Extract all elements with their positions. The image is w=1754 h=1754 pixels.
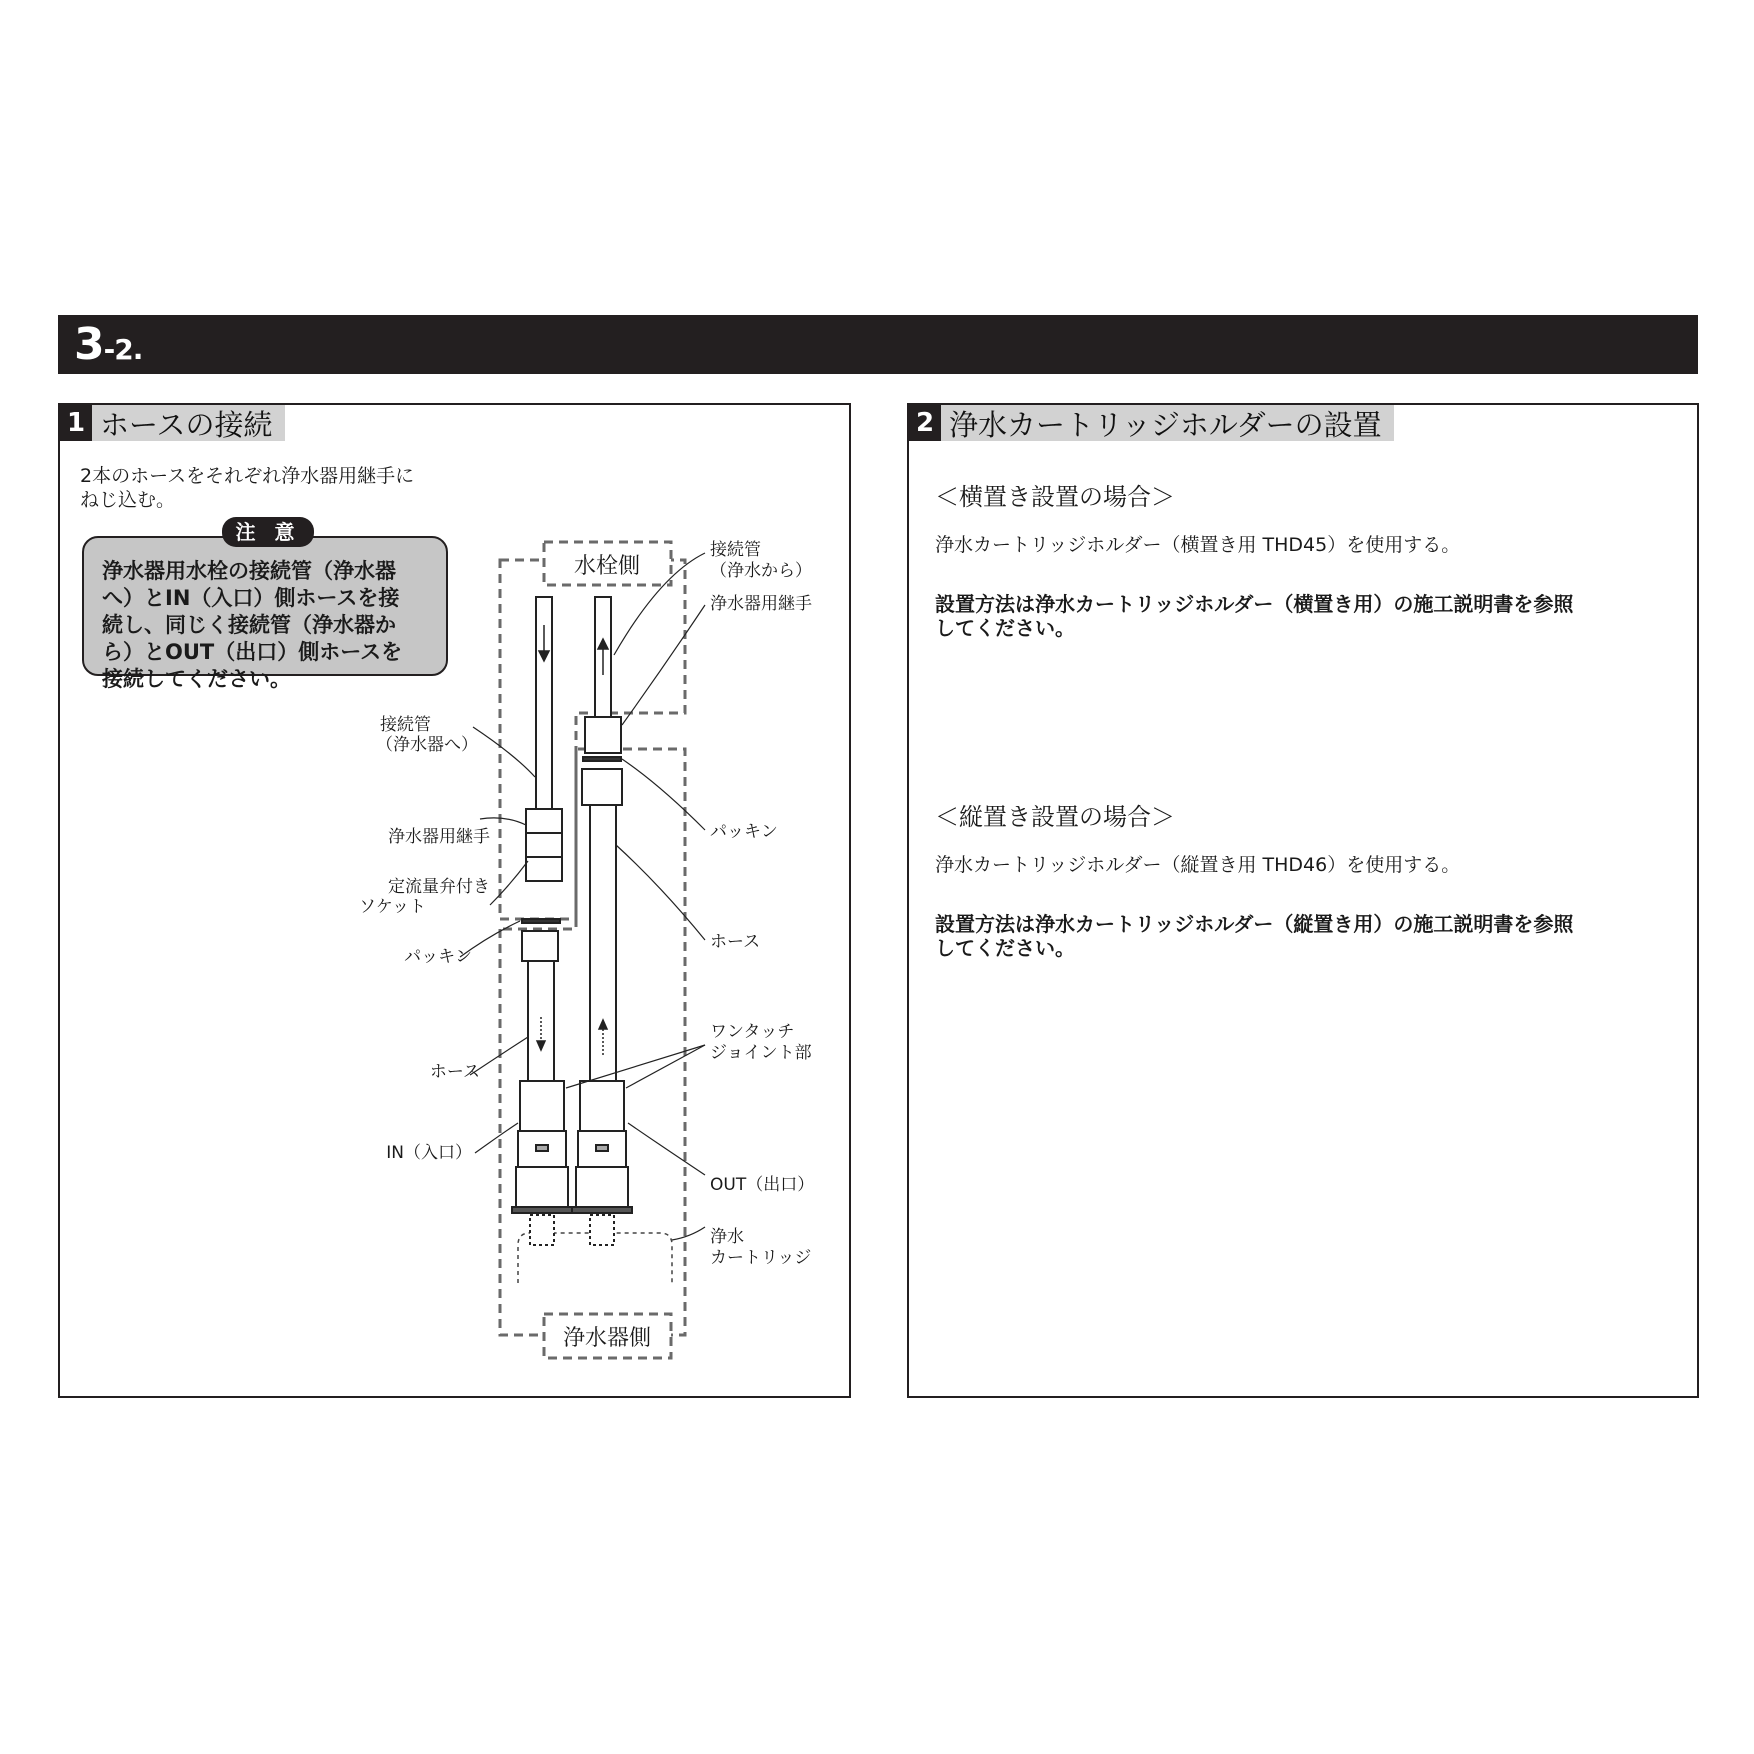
section-header-bar — [58, 315, 1698, 374]
caution-line: 続し、同じく接続管（浄水器か — [102, 613, 396, 637]
label-socket: 定流量弁付き — [388, 877, 490, 897]
panel-hose-connection — [58, 403, 851, 1398]
caution-line: ら）とOUT（出口）側ホースを — [102, 640, 403, 664]
right-joint — [585, 717, 621, 753]
left-onetouch-joint — [520, 1081, 564, 1131]
label-joint-left: 浄水器用継手 — [388, 827, 490, 847]
purifier-side-label: 浄水器側 — [562, 1326, 652, 1351]
vertical-note-line-1: 設置方法は浄水カートリッジホルダー（縦置き用）の施工説明書を参照 — [935, 912, 1574, 936]
panel-cartridge-holder — [907, 403, 1699, 1398]
panel2-heading: 浄水カートリッジホルダーの設置 — [949, 407, 1382, 442]
vertical-note — [935, 912, 1573, 960]
section-number — [74, 319, 142, 370]
label-cartridge-sub: カートリッジ — [710, 1248, 812, 1268]
horizontal-text: 浄水カートリッジホルダー（横置き用 THD45）を使用する。 — [935, 534, 1461, 556]
vertical-note-line-2: してください。 — [935, 936, 1075, 960]
left-hose-nut — [522, 931, 558, 961]
left-packing — [522, 919, 560, 923]
label-packing-left: パッキン — [404, 947, 472, 967]
label-pipe-to-sub: （浄水器へ） — [376, 735, 478, 755]
label-cartridge: 浄水 — [710, 1227, 744, 1247]
horizontal-note — [935, 592, 1573, 640]
vertical-heading: ＜縦置き設置の場合＞ — [935, 803, 1175, 831]
label-onetouch-sub: ジョイント部 — [710, 1043, 812, 1063]
label-hose-right: ホース — [710, 932, 761, 952]
label-packing-right: パッキン — [710, 822, 778, 842]
horizontal-note-line-2: してください。 — [935, 616, 1075, 640]
intro-line-2: ねじ込む。 — [80, 489, 176, 511]
label-socket-sub: ソケット — [359, 897, 426, 917]
right-hose — [590, 805, 616, 1081]
horizontal-heading: ＜横置き設置の場合＞ — [935, 483, 1175, 511]
label-in: IN（入口） — [386, 1143, 472, 1163]
caution-label: 注 意 — [222, 517, 314, 547]
panel1-badge: 1 — [60, 405, 92, 441]
panel2-title — [909, 405, 1394, 441]
right-onetouch-joint — [580, 1081, 624, 1131]
caution-line: 接続してください。 — [102, 667, 291, 691]
vertical-text: 浄水カートリッジホルダー（縦置き用 THD46）を使用する。 — [935, 854, 1461, 876]
faucet-side-label: 水栓側 — [573, 554, 641, 579]
label-pipe-from-sub: （浄水から） — [710, 561, 812, 581]
right-packing — [583, 757, 621, 761]
label-out: OUT（出口） — [710, 1175, 815, 1195]
intro-line-1: 2本のホースをそれぞれ浄水器用継手に — [80, 465, 415, 487]
label-joint-right: 浄水器用継手 — [710, 594, 812, 614]
section-sub-number: -2. — [103, 333, 143, 366]
label-onetouch: ワンタッチ — [710, 1022, 795, 1042]
caution-line: へ）とIN（入口）側ホースを接 — [102, 586, 400, 610]
panel2-badge: 2 — [909, 405, 941, 441]
label-pipe-from: 接続管 — [710, 540, 761, 560]
panel1-heading: ホースの接続 — [100, 407, 273, 442]
caution-line: 浄水器用水栓の接続管（浄水器 — [102, 559, 396, 583]
horizontal-note-line-1: 設置方法は浄水カートリッジホルダー（横置き用）の施工説明書を参照 — [935, 592, 1574, 616]
left-joint — [526, 809, 562, 881]
right-hose-nut — [582, 769, 622, 805]
hose-connection-diagram — [60, 405, 849, 1395]
label-pipe-to: 接続管 — [380, 715, 431, 735]
section-main-number: 3 — [74, 319, 104, 370]
label-hose-left: ホース — [429, 1062, 480, 1082]
